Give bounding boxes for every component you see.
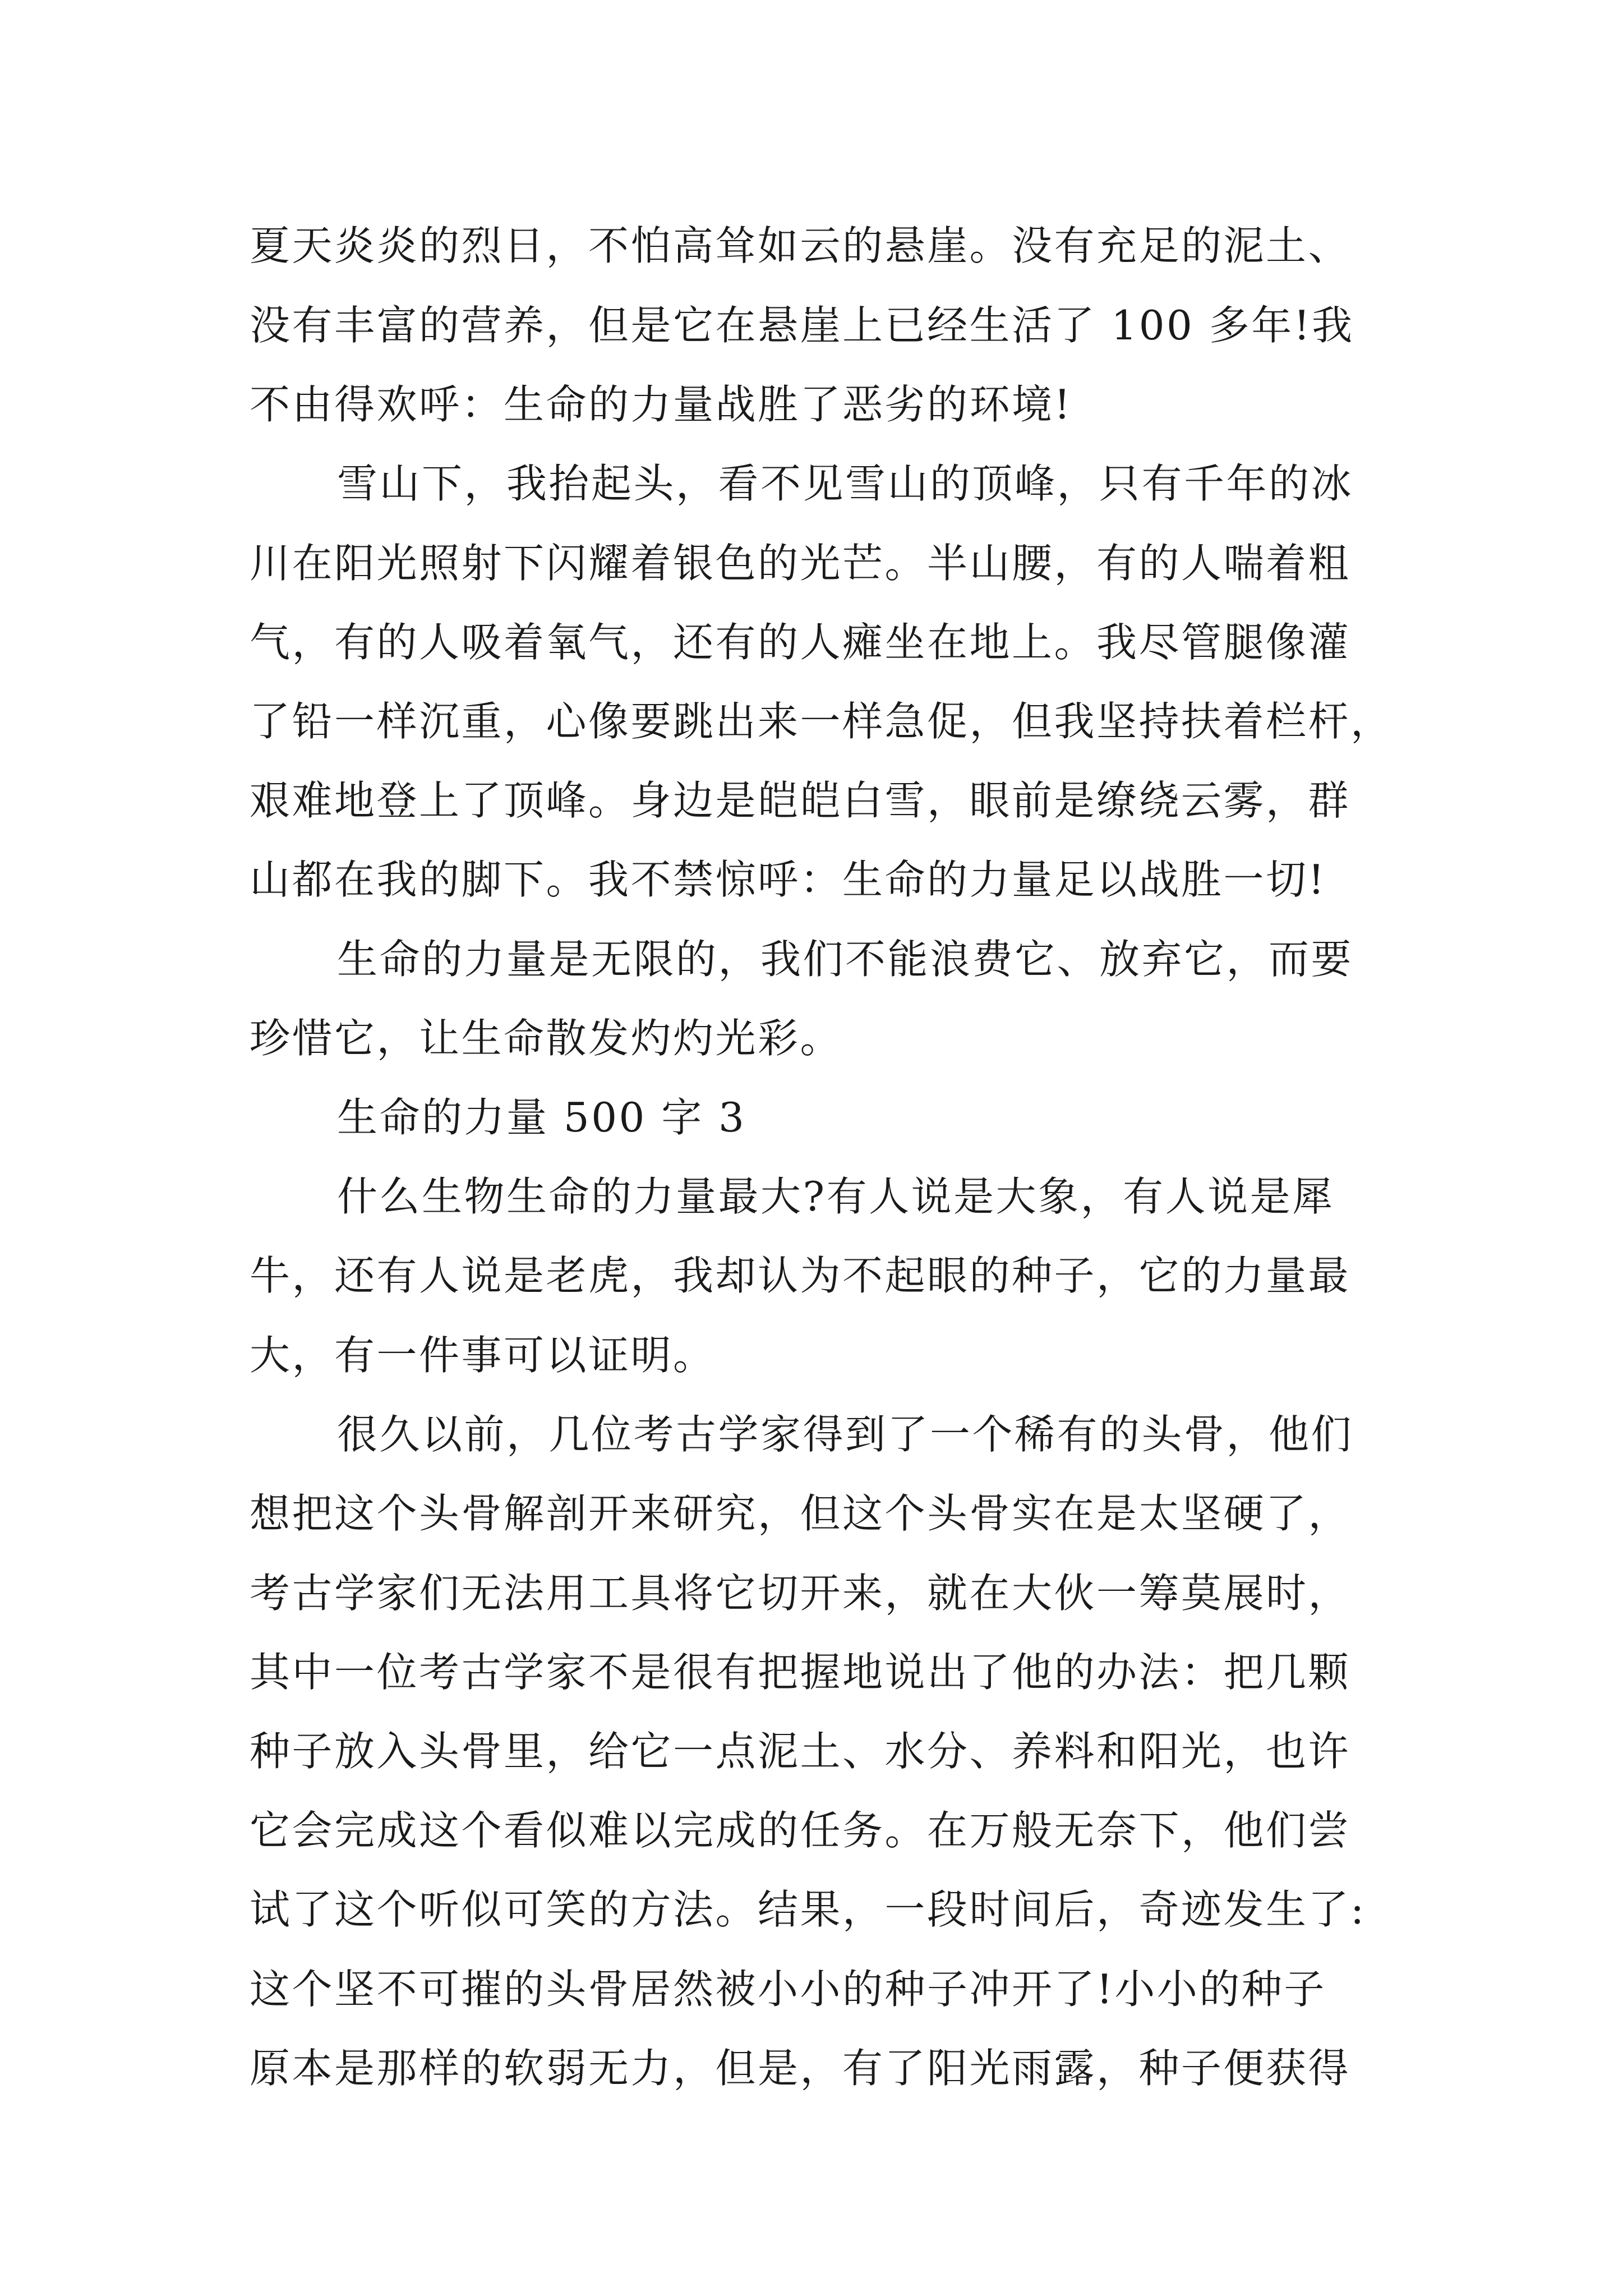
paragraph-line: 川在阳光照射下闪耀着银色的光芒。半山腰，有的人喘着粗 <box>250 540 1351 587</box>
paragraph-line: 雪山下，我抬起头，看不见雪山的顶峰，只有千年的冰 <box>337 460 1354 507</box>
paragraph-line: 考古学家们无法用工具将它切开来，就在大伙一筹莫展时， <box>250 1570 1351 1617</box>
paragraph-line: 试了这个听似可笑的方法。结果，一段时间后，奇迹发生了: <box>250 1886 1366 1933</box>
paragraph-line: 山都在我的脚下。我不禁惊呼：生命的力量足以战胜一切! <box>250 856 1326 903</box>
paragraph-line: 生命的力量是无限的，我们不能浪费它、放弃它，而要 <box>337 936 1354 983</box>
paragraph-line: 牛，还有人说是老虎，我却认为不起眼的种子，它的力量最 <box>250 1252 1351 1299</box>
paragraph-line: 想把这个头骨解剖开来研究，但这个头骨实在是太坚硬了， <box>250 1490 1351 1537</box>
paragraph-line: 它会完成这个看似难以完成的任务。在万般无奈下，他们尝 <box>250 1807 1351 1854</box>
paragraph-line: 原本是那样的软弱无力，但是，有了阳光雨露，种子便获得 <box>250 2045 1351 2092</box>
paragraph-line: 种子放入头骨里，给它一点泥土、水分、养料和阳光，也许 <box>250 1728 1351 1775</box>
paragraph-line: 什么生物生命的力量最大?有人说是大象，有人说是犀 <box>337 1173 1335 1220</box>
paragraph-line: 艰难地登上了顶峰。身边是皑皑白雪，眼前是缭绕云雾，群 <box>250 777 1351 824</box>
paragraph-line: 其中一位考古学家不是很有把握地说出了他的办法：把几颗 <box>250 1649 1351 1696</box>
paragraph-line: 气，有的人吸着氧气，还有的人瘫坐在地上。我尽管腿像灌 <box>250 619 1351 666</box>
paragraph-line: 了铅一样沉重，心像要跳出来一样急促，但我坚持扶着栏杆， <box>250 698 1393 745</box>
paragraph-line: 大，有一件事可以证明。 <box>250 1332 716 1379</box>
paragraph-line: 很久以前，几位考古学家得到了一个稀有的头骨，他们 <box>337 1411 1354 1458</box>
paragraph-line: 珍惜它，让生命散发灼灼光彩。 <box>250 1015 843 1062</box>
paragraph-line: 不由得欢呼：生命的力量战胜了恶劣的环境! <box>250 381 1072 428</box>
paragraph-line: 没有丰富的营养，但是它在悬崖上已经生活了 100 多年!我 <box>250 302 1354 349</box>
section-heading: 生命的力量 500 字 3 <box>337 1094 746 1141</box>
paragraph-line: 夏天炎炎的烈日，不怕高耸如云的悬崖。没有充足的泥土、 <box>250 222 1351 269</box>
paragraph-line: 这个坚不可摧的头骨居然被小小的种子冲开了!小小的种子 <box>250 1966 1326 2013</box>
